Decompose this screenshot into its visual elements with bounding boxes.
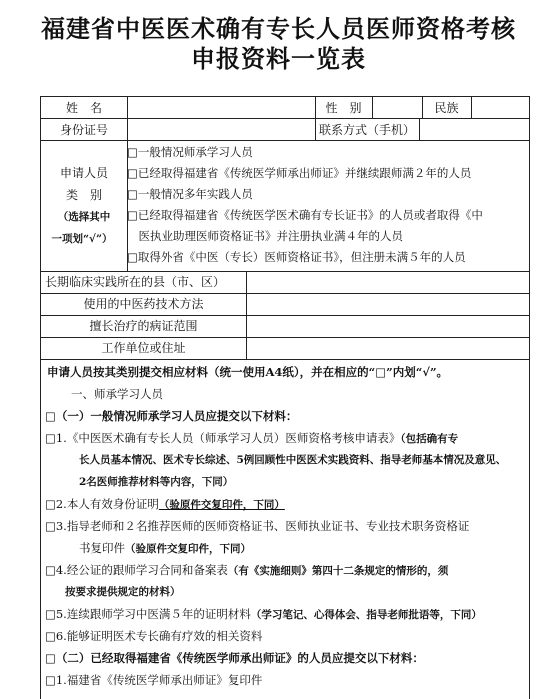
- category-option-3[interactable]: □一般情况多年实践人员: [127, 187, 253, 201]
- material-item-5-text: □5.连续跟师学习中医满５年的证明材料: [45, 607, 251, 621]
- section-heading: 一、师承学习人员: [71, 387, 163, 401]
- subsection-heading-2[interactable]: □（二）已经取得福建省《传统医学师承出师证》的人员应提交以下材料：: [45, 651, 424, 665]
- application-table: [40, 96, 530, 699]
- category-option-1[interactable]: □一般情况师承学习人员: [127, 145, 253, 159]
- technique-field[interactable]: [247, 294, 529, 314]
- material-item-1-line2: 长人员基本情况、医术专长综述、5例回顾性中医医术实践资料、指导老师基本情况及意见、: [79, 454, 507, 466]
- materials-instruction: 申请人员按其类别提交相应材料（统一使用A4纸），并在相应的“□”内划“√”。: [47, 365, 449, 379]
- workplace-label: 工作单位或住址: [101, 341, 186, 355]
- category-label-2: 类 别: [65, 188, 102, 202]
- technique-label: 使用的中医药技术方法: [83, 297, 204, 311]
- name-label: 姓 名: [65, 101, 102, 115]
- document-title: 福建省中医医术确有专长人员医师资格考核: [41, 14, 516, 43]
- specialty-label: 擅长治疗的病证范围: [89, 319, 198, 333]
- category-note: （选择其中: [57, 211, 111, 223]
- document-subtitle: 申报资料一览表: [191, 44, 366, 73]
- material-item-3-text: 书复印件: [79, 541, 125, 555]
- name-field[interactable]: [127, 98, 315, 118]
- practice-county-label: 长期临床实践所在的县（市、区）: [45, 275, 226, 289]
- workplace-field[interactable]: [247, 338, 529, 358]
- material-item-3-note: （验原件交复印件，下同）: [125, 543, 251, 555]
- material-item-4[interactable]: [45, 559, 448, 582]
- category-note-2: 一项划“√”）: [51, 233, 113, 245]
- subsection-heading[interactable]: □（一）一般情况师承学习人员应提交以下材料：: [45, 409, 298, 423]
- material-item-5[interactable]: [45, 603, 482, 626]
- id-number-field[interactable]: [127, 120, 315, 140]
- material-item-4-note: （有《实施细则》第四十二条规定的情形的，须: [227, 565, 449, 577]
- material-item-1-text: □1.《中医医术确有专长人员（师承学习人员）医师资格考核申请表》: [45, 431, 401, 445]
- category-option-4-cont: 医执业助理医师资格证书》并注册执业满４年的人员: [127, 229, 403, 243]
- material-item-1-line3: 2名医师推荐材料等内容，下同）: [79, 476, 234, 488]
- row-divider: [41, 359, 529, 360]
- gender-label: 性 别: [325, 101, 362, 115]
- category-option-5[interactable]: □取得外省《中医（专长）医师资格证书》，但注册未满５年的人员: [127, 250, 466, 264]
- contact-label: 联系方式（手机）: [318, 123, 415, 137]
- material-item-2-text: □2.本人有效身份证明: [45, 497, 159, 511]
- contact-field[interactable]: [419, 120, 529, 140]
- material-item-1-note: （包括确有专: [400, 433, 459, 445]
- id-number-label: 身份证号: [59, 123, 108, 137]
- gender-field[interactable]: [372, 98, 422, 118]
- material-item-2-note: （验原件交复印件，下同）: [158, 499, 285, 511]
- category-option-4[interactable]: □已经取得福建省《传统医学医术确有专长证书》的人员或者取得《中: [127, 208, 483, 222]
- material-item-3[interactable]: □3.指导老师和２名推荐医师的医师资格证书、医师执业证书、专业技术职务资格证: [45, 519, 470, 533]
- material-item-4-line2: 按要求提供规定的材料）: [65, 586, 181, 598]
- ethnicity-field[interactable]: [471, 98, 529, 118]
- specialty-field[interactable]: [247, 316, 529, 336]
- material-item-4-text: □4.经公证的跟师学习合同和备案表: [45, 563, 228, 577]
- category-label: 申请人员: [59, 166, 108, 180]
- practice-county-field[interactable]: [247, 272, 529, 292]
- material-item-2[interactable]: [45, 493, 285, 516]
- material-item-3-line2: [79, 537, 251, 560]
- material-item-5-note: （学习笔记、心得体会、指导老师批语等，下同）: [250, 609, 482, 621]
- row-divider: [41, 118, 529, 119]
- row-divider: [41, 140, 529, 141]
- ethnicity-label: 民族: [434, 101, 459, 115]
- material-item-1[interactable]: [45, 427, 458, 450]
- subsection-2-item-1[interactable]: □1.福建省《传统医学师承出师证》复印件: [45, 673, 263, 687]
- material-item-6[interactable]: □6.能够证明医术专长确有疗效的相关资料: [45, 629, 263, 643]
- category-option-2[interactable]: □已经取得福建省《传统医学师承出师证》并继续跟师满２年的人员: [127, 166, 472, 180]
